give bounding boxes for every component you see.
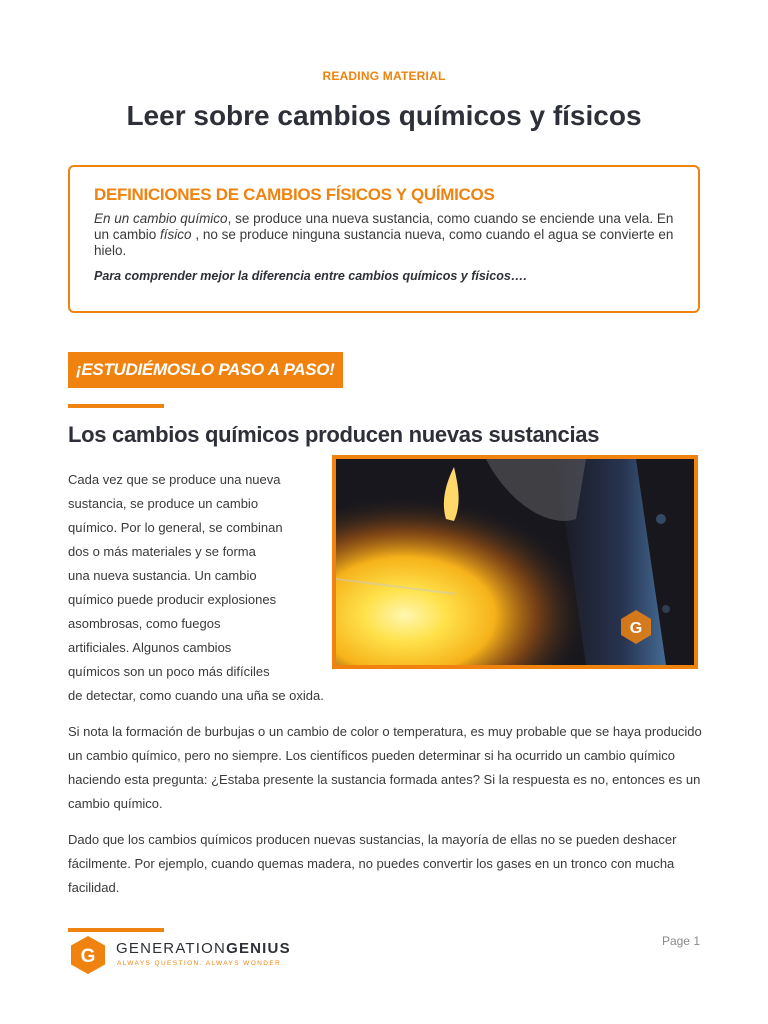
definitions-text-part2: , no se produce ninguna sustancia nueva, como cuando el agua se convierte en hielo.: [94, 227, 674, 258]
paragraph-1-line: químico. Por lo general, se combinan: [68, 520, 283, 535]
svg-text:G: G: [629, 620, 643, 637]
paragraph-1: [68, 468, 708, 708]
definitions-italic-chemical: En un cambio químico: [94, 211, 228, 226]
paragraph-1-line: sustancia, se produce un cambio: [68, 496, 259, 511]
paragraph-3: Dado que los cambios químicos producen nuevas sustancias, la mayoría de ellas no se pueden deshacer fácilmente. Por ejemplo, cuando quemas madera, no puedes convertir los gases en un tronco con mucha facilidad.: [68, 832, 677, 895]
definitions-text: [94, 211, 674, 259]
paragraph-1-line: una nueva sustancia. Un cambio: [68, 568, 257, 583]
paragraph-2: Si nota la formación de burbujas o un cambio de color o temperatura, es muy probable que se haya producido un cambio químico, pero no siempre. Los científicos pueden determinar si ha ocurrido un cambio químico haciendo esta pregunta: ¿Estaba presente la sustancia formada antes? Si la respuesta es no, entonces es un cambio químico.: [68, 724, 702, 811]
page-title: Leer sobre cambios químicos y físicos: [126, 100, 642, 131]
definitions-italic-physical: físico: [160, 227, 192, 242]
paragraph-1-line: químicos son un poco más difíciles: [68, 664, 270, 679]
definitions-box: [68, 165, 700, 313]
paragraph-1-line: dos o más materiales y se forma: [68, 544, 256, 559]
svg-text:G: G: [80, 946, 96, 967]
brand-name-bold: GENIUS: [226, 940, 291, 957]
generation-genius-logo-icon: [68, 935, 108, 975]
divider-bottom: [68, 928, 164, 932]
eyebrow-label: READING MATERIAL: [322, 69, 446, 83]
brand-name: [116, 940, 291, 957]
paragraph-1-line: asombrosas, como fuegos: [68, 616, 221, 631]
definitions-text-part1: , se produce una nueva sustancia, como cuando se enciende una vela. En un cambio: [94, 211, 674, 242]
brand-name-light: GENERATION: [116, 940, 227, 957]
definitions-title: DEFINICIONES DE CAMBIOS FÍSICOS Y QUÍMICOS: [94, 185, 495, 204]
definitions-lead: Para comprender mejor la diferencia entre cambios químicos y físicos….: [94, 269, 527, 283]
section-heading: Los cambios químicos producen nuevas sustancias: [68, 422, 600, 447]
paragraph-1-line: artificiales. Algunos cambios: [68, 640, 232, 655]
paragraph-1-line: químico puede producir explosiones: [68, 592, 277, 607]
page-number: Page 1: [661, 934, 700, 948]
step-banner: ¡ESTUDIÉMOSLO PASO A PASO!: [68, 352, 343, 388]
paragraph-1-line: Cada vez que se produce una nueva: [68, 472, 281, 487]
paragraph-1-line: de detectar, como cuando una uña se oxida.: [68, 688, 324, 703]
brand-tagline: ALWAYS QUESTION. ALWAYS WONDER.: [117, 960, 285, 967]
divider-top: [68, 404, 164, 408]
